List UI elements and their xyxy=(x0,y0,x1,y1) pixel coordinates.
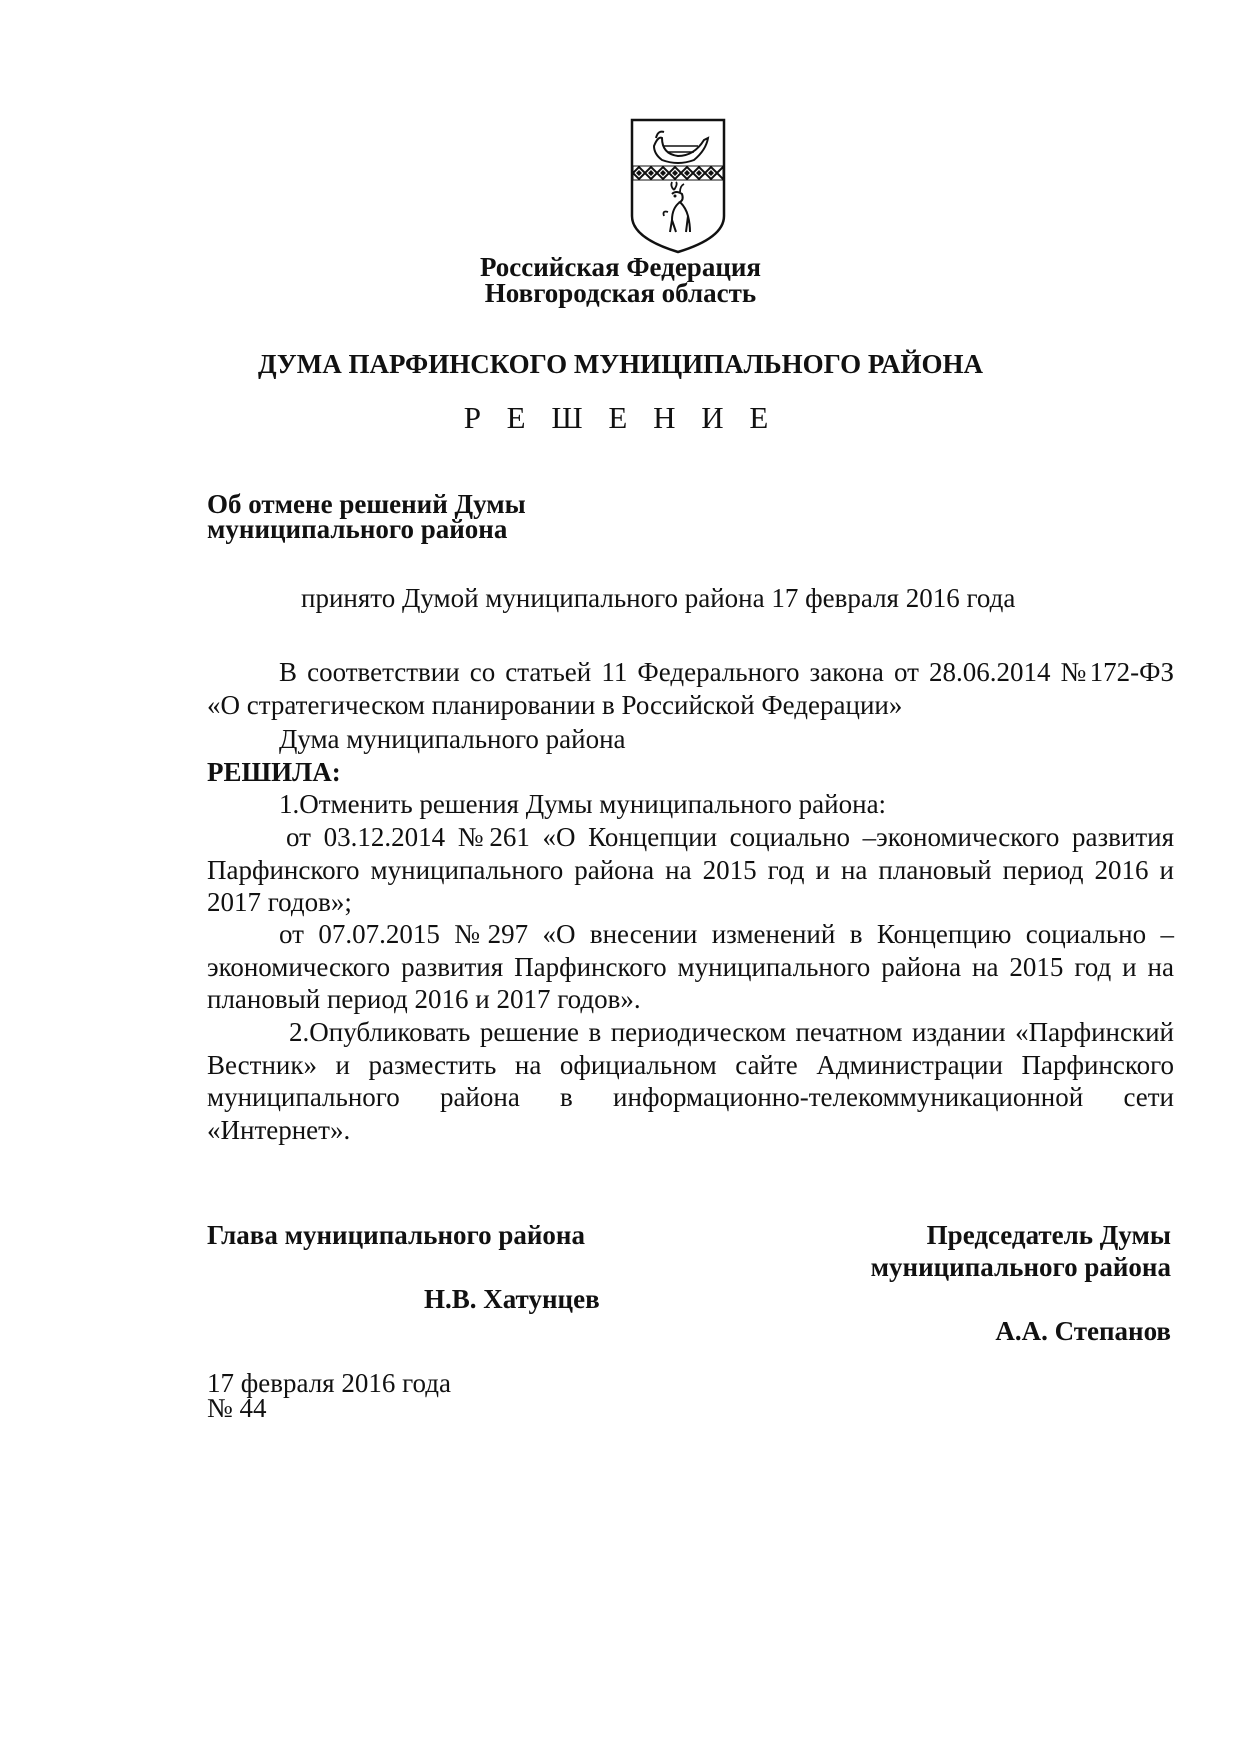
subject-title xyxy=(207,489,526,544)
signature-right-title-1: Председатель Думы xyxy=(926,1220,1171,1250)
coat-of-arms-icon xyxy=(628,116,728,256)
item-1: 1.Отменить решения Думы муниципального района: xyxy=(279,789,887,819)
footer-block xyxy=(207,1368,451,1423)
signature-left-name: Н.В. Хатунцев xyxy=(424,1284,600,1314)
signature-left-title: Глава муниципального района xyxy=(207,1220,585,1250)
adopted-line: принято Думой муниципального района 17 февраля 2016 года xyxy=(301,583,1016,613)
item-2: 2.Опубликовать решение в периодическом печатном издании «Парфинский Вестник» и разместить на официальном сайте Администрации Парфинского муниципального района в информационно-телекоммуникационной сети «Интернет». xyxy=(207,1017,1174,1145)
subject-line-2: муниципального района xyxy=(207,514,508,544)
preamble: В соответствии со статьей 11 Федерального закона от 28.06.2014 №172-ФЗ «О стратегическом планировании в Российской Федерации» xyxy=(207,657,1174,720)
header-country: Российская Федерация xyxy=(479,252,762,282)
signature-right-title-2: муниципального района xyxy=(870,1252,1171,1282)
header-region: Новгородская область xyxy=(484,278,757,308)
item-1b: от 07.07.2015 №297 «О внесении изменений в Концепцию социально – экономического развития Парфинского муниципального района на 2015 год и на плановый период 2016 и 2017 годов». xyxy=(207,919,1174,1014)
footer-date: 17 февраля 2016 года xyxy=(207,1368,451,1398)
item-1a: от 03.12.2014 №261 «О Концепции социально –экономического развития Парфинского муниципального района на 2015 год и на плановый период 2016 и 2017 годов»; xyxy=(207,822,1174,917)
document-type: Р Е Ш Е Н И Е xyxy=(463,400,778,435)
duma-line: Дума муниципального района xyxy=(279,724,626,754)
header-organ: ДУМА ПАРФИНСКОГО МУНИЦИПАЛЬНОГО РАЙОНА xyxy=(258,349,983,379)
resolved-heading: РЕШИЛА: xyxy=(207,757,341,787)
footer-number: № 44 xyxy=(207,1393,267,1423)
signature-right-name: А.А. Степанов xyxy=(995,1316,1171,1346)
subject-line-1: Об отмене решений Думы xyxy=(207,489,526,519)
